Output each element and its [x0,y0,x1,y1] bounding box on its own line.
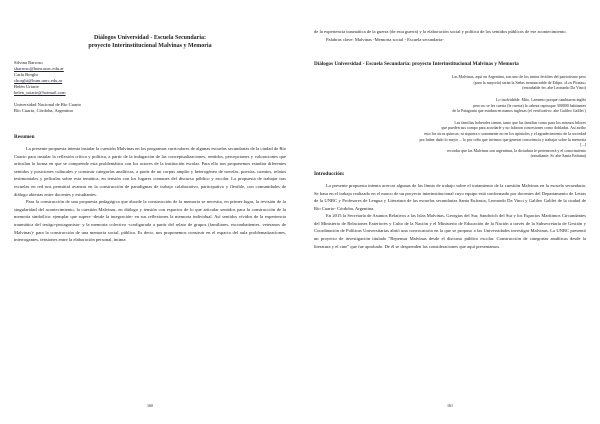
article-title [14,34,286,50]
section-heading: Diálogos Universidad - Escuela Secundaria: proyecto Interinstitucional Malvinas y Memoria [314,61,519,68]
author-block [14,60,286,114]
continued-paragraph: de la experiencia traumática de la guerra (de esta guerra) y la elaboración social y política de los sentidos públicos de ese acontecimiento. [314,29,567,34]
author-email-2[interactable]: cborghi@hum.unrc.edu.ar [14,78,63,83]
abstract-paragraph-1: La presente propuesta intenta instalar la cuestión Malvinas en los programas curriculares de algunas escuelas secundarias de la ciudad de Río Cuarto para instalar la reflexión crítica y política, a partir de la indagación de las conceptualizaciones, sentidos, percepciones y valoraciones que articulan la forma en que se comprende esta problemática con los actores de la institución escolar. Para ello nos proponemos estudiar diferentes sentidos y posiciones culturales y construir categorías analíticas, a partir de un corpus amplio y heterogéneo de novelas, poesías, cuentos, relatos testimoniales y películas sobre esta temática, en tensión con los lugares comunes del discurso público y escolar. La propuesta de trabajar tras escuelas en red nos permitirá avanzar en la construcción de paradigmas de trabajo colaborativo, participativo y flexible, con comunidades de diálogo abiertas entre docentes y estudiantes. [14,146,286,197]
author-name-1: Silvina Barroso [14,60,43,65]
author-name-3: Belén Uriarte [14,84,39,89]
author-name-2: Carla Borghi [14,72,38,77]
institution-line-1: Universidad Nacional de Río Cuarto [14,102,82,107]
title-line-1: Diálogos Universidad - Escuela Secundaria: [93,35,206,41]
title-line-2: proyecto Interinstitucional Malvinas y Memoria [88,43,212,49]
introduction-paragraph-1: La presente propuesta intenta acercar algunas de las líneas de trabajo sobre el tratamiento de la cuestión Malvinas en la escuela secundaria. Se basa en el trabajo realizado en el marco de un proyecto interinstitucional cuyo equipo está conformado por docentes del Departamento de Letras de la UNRC y Profesores de Lengua y Literatura de las escuelas secundarias Santa Eufrasia, Leonardo Da Vinci y Galileo Galilei de la ciudad de Río Cuarto- Córdoba, Argentina. [314,182,586,211]
epigraph-block [314,74,586,159]
left-column [14,0,286,244]
right-column [314,0,586,250]
introduction-paragraph-2: En 2015 la Secretaría de Asuntos Relativos a las Islas Malvinas, Georgias del Sur, Sandwich del Sur y los Espacios Marítimos Circundantes del Ministerio de Relaciones Exteriores y Culto de la Nación y el Ministerio de Educación de la Nación a través de la Subsecretaría de Gestión y Coordinación de Políticas Universitarias abrió una convocatoria en la que se propuso a las Universidades investigar Malvinas. La UNRC presentó un proyecto de investigación titulado "Repensar Malvinas desde el discurso público escolar. Construcción de categorías analíticas desde la literatura y el cine" que fue aprobado. De él se desprenden las consideraciones que aquí presentamos. [314,213,586,249]
epigraph-3: Las familias hoberales tienen, tanto que las familias como para los mismos hilores que pueden sus compo para acordarle y no faltaron concesiones como dobladas. Así atribo esto los otros quincas; ni siquiera o sonamente no en los apóstoles y el agradecimiento de la sociedad por haber dado lo mejor ... lo por ceño que tuvimos que generar consciencia y trabajar sobre la memoria [...] recordar que las Malvinas son argentinas, la dictadura le pertenecerá y el conocimiento (estudiante: Sr. abe Santa Enfrana) [419,119,586,159]
keywords: Palabras clave: Malvinas -Memoria social - Escuela secundaria- [326,36,444,42]
epigraph-2: Lo inolvidable. Mito. Lamento porque cambiaron inglés pero no se les cuesta (le cuesta) la cabeza rapiroque 300000 habitantes de la Patagonia que estaban en manos inglesas (el verificativo: abe Galileo Galilei ) [452,96,586,114]
page-number-left: 160 [147,403,153,408]
introduction-heading: Introducción: [314,170,345,177]
institution-line-2: Río Cuarto, Córdoba, Argentina [14,108,73,113]
epigraph-1: Las Malvinas, aquí en Argentina, son uno de los tantos fetiches del patriotismo pero (para la mayoría) serán la Señas irrenunciable de Edipo. «Los Piratas» (entrañable fer. abe Leonardo Da Vinci) [451,74,586,91]
abstract-heading: Resumen [14,134,35,140]
abstract-paragraph-2: Para la construcción de una propuesta pedagógica que aborde la construcción de la memoria se necesita, en primer lugar, la revisión de la singularidad del acontecimiento, la cuestión Malvinas, en diálogo y tensión con espacios de lo que articular sentidos para la construcción de la memoria simbólica: ejemplar que supere -desde la integración- en sus reflexiones la memoria individual. Así sentidos vívidos de la experiencia traumática del testigo-protagonista- y la memoria colectiva -configurada a partir del relato de grupos (familiares, excombatientes, veteranos de Malvinas)- para la construcción de una memoria social, pública. Es decir, nos proponemos construir en el espacio del aula problematizaciones, interrogantes, tensiones entre la elaboración personal, íntima [14,199,286,243]
page-number-right: 161 [447,403,453,408]
author-email-3[interactable]: belen_uriarte@hotmail.com [14,90,66,95]
author-email-1[interactable]: sbarroso@hum.unrc.edu.ar [14,66,64,71]
right-page [300,0,600,424]
